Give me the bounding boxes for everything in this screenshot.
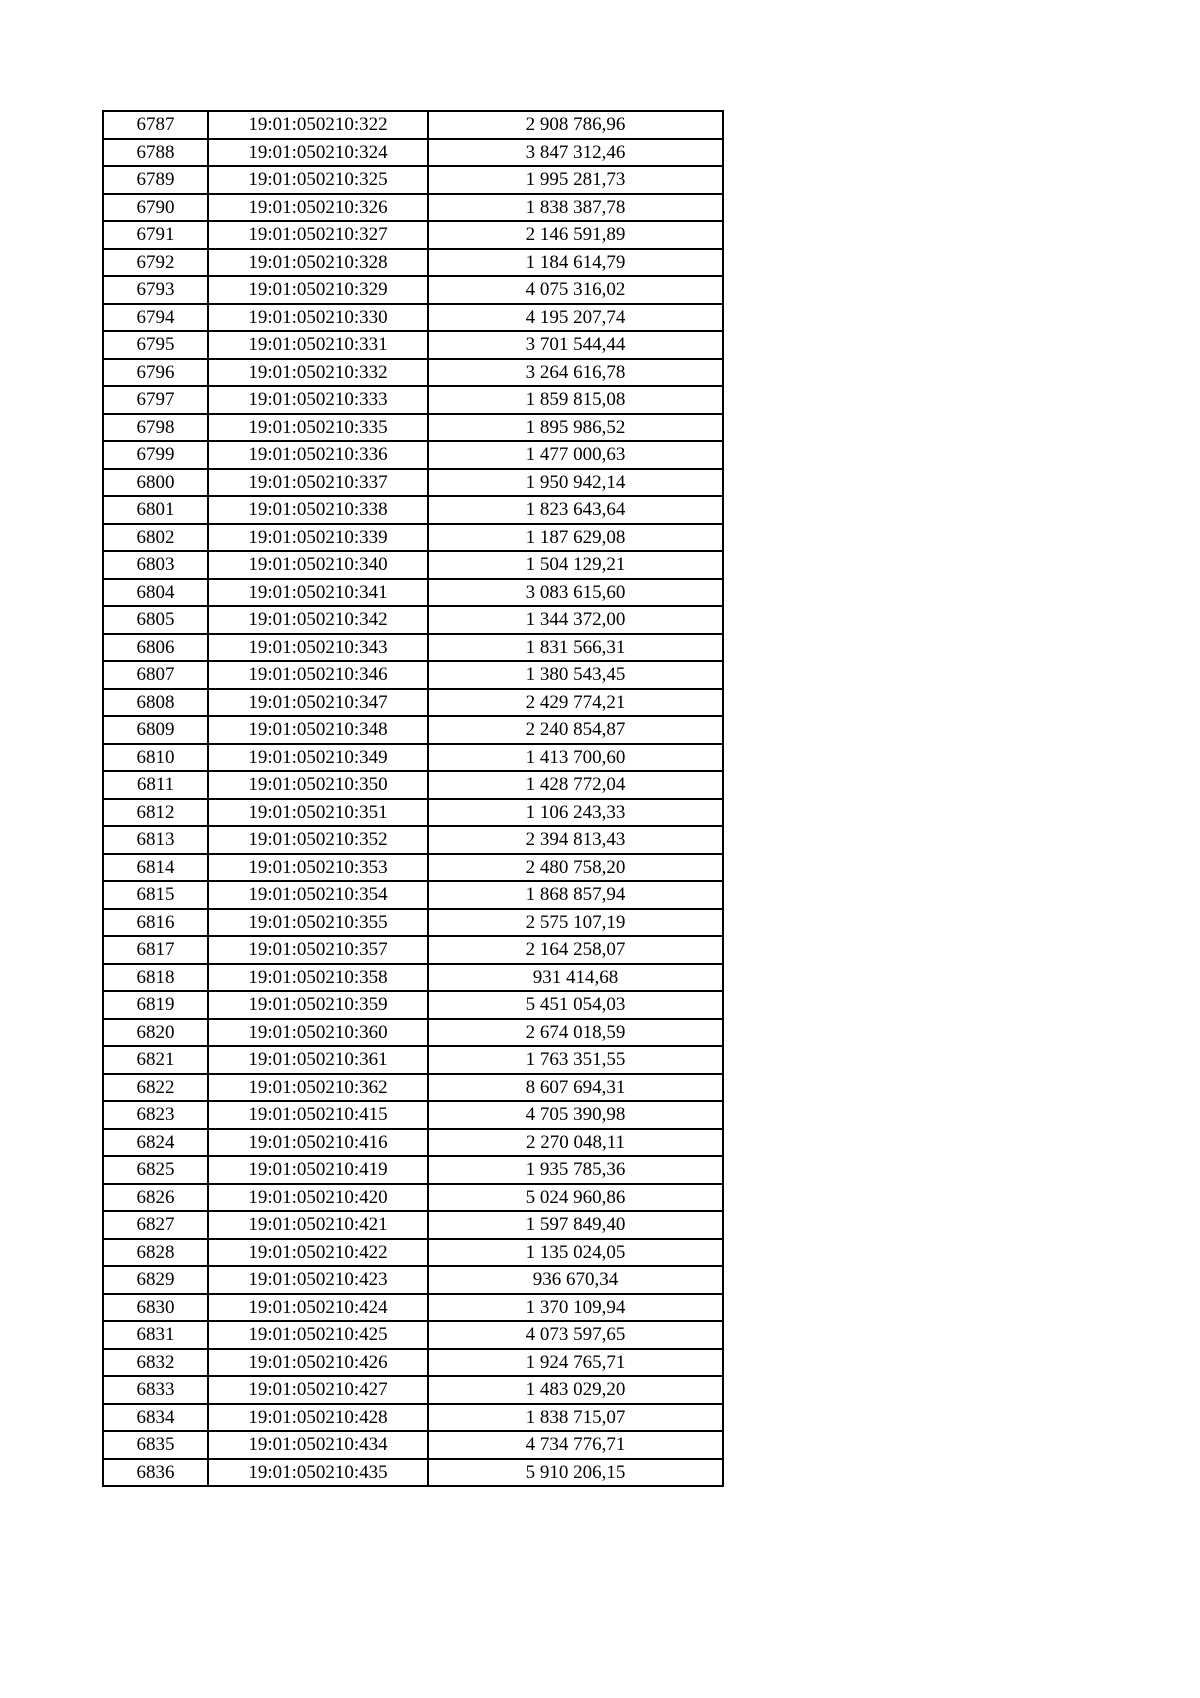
table-row: [103, 1211, 723, 1239]
value-cell: 1 477 000,63: [428, 441, 723, 469]
row-number-cell: 6814: [103, 854, 208, 882]
row-number-cell: 6825: [103, 1156, 208, 1184]
table-row: [103, 909, 723, 937]
table-row: [103, 1349, 723, 1377]
value-cell: 2 394 813,43: [428, 826, 723, 854]
cadastral-number-cell: 19:01:050210:336: [208, 441, 428, 469]
table-row: [103, 551, 723, 579]
table-row: [103, 359, 723, 387]
value-cell: 2 240 854,87: [428, 716, 723, 744]
value-cell: 936 670,34: [428, 1266, 723, 1294]
value-cell: 2 146 591,89: [428, 221, 723, 249]
value-cell: 1 868 857,94: [428, 881, 723, 909]
table-row: [103, 1184, 723, 1212]
value-cell: 2 480 758,20: [428, 854, 723, 882]
cadastral-number-cell: 19:01:050210:342: [208, 606, 428, 634]
value-cell: 1 935 785,36: [428, 1156, 723, 1184]
value-cell: 1 924 765,71: [428, 1349, 723, 1377]
row-number-cell: 6807: [103, 661, 208, 689]
row-number-cell: 6803: [103, 551, 208, 579]
value-cell: 4 073 597,65: [428, 1321, 723, 1349]
table-row: [103, 1266, 723, 1294]
table-row: [103, 1431, 723, 1459]
value-cell: 1 823 643,64: [428, 496, 723, 524]
table-row: [103, 276, 723, 304]
row-number-cell: 6787: [103, 111, 208, 139]
table-row: [103, 1294, 723, 1322]
row-number-cell: 6806: [103, 634, 208, 662]
row-number-cell: 6827: [103, 1211, 208, 1239]
value-cell: 3 083 615,60: [428, 579, 723, 607]
row-number-cell: 6818: [103, 964, 208, 992]
cadastral-number-cell: 19:01:050210:339: [208, 524, 428, 552]
value-cell: 4 075 316,02: [428, 276, 723, 304]
table-row: [103, 1404, 723, 1432]
value-cell: 1 831 566,31: [428, 634, 723, 662]
value-cell: 1 370 109,94: [428, 1294, 723, 1322]
value-cell: 1 106 243,33: [428, 799, 723, 827]
row-number-cell: 6808: [103, 689, 208, 717]
table-row: [103, 991, 723, 1019]
cadastral-number-cell: 19:01:050210:434: [208, 1431, 428, 1459]
value-cell: 1 838 387,78: [428, 194, 723, 222]
row-number-cell: 6796: [103, 359, 208, 387]
table-row: [103, 331, 723, 359]
value-cell: 2 429 774,21: [428, 689, 723, 717]
cadastral-number-cell: 19:01:050210:428: [208, 1404, 428, 1432]
value-cell: 5 024 960,86: [428, 1184, 723, 1212]
cadastral-number-cell: 19:01:050210:353: [208, 854, 428, 882]
cadastral-number-cell: 19:01:050210:358: [208, 964, 428, 992]
cadastral-number-cell: 19:01:050210:338: [208, 496, 428, 524]
row-number-cell: 6805: [103, 606, 208, 634]
table-row: [103, 854, 723, 882]
row-number-cell: 6834: [103, 1404, 208, 1432]
row-number-cell: 6789: [103, 166, 208, 194]
row-number-cell: 6832: [103, 1349, 208, 1377]
row-number-cell: 6831: [103, 1321, 208, 1349]
cadastral-number-cell: 19:01:050210:328: [208, 249, 428, 277]
row-number-cell: 6820: [103, 1019, 208, 1047]
table-row: [103, 661, 723, 689]
value-cell: 1 135 024,05: [428, 1239, 723, 1267]
row-number-cell: 6798: [103, 414, 208, 442]
table-row: [103, 579, 723, 607]
row-number-cell: 6804: [103, 579, 208, 607]
value-cell: 1 428 772,04: [428, 771, 723, 799]
row-number-cell: 6793: [103, 276, 208, 304]
value-cell: 1 380 543,45: [428, 661, 723, 689]
table-row: [103, 441, 723, 469]
value-cell: 1 597 849,40: [428, 1211, 723, 1239]
table-row: [103, 606, 723, 634]
value-cell: 1 344 372,00: [428, 606, 723, 634]
table-row: [103, 414, 723, 442]
table-row: [103, 744, 723, 772]
value-cell: 5 910 206,15: [428, 1459, 723, 1487]
table-row: [103, 1321, 723, 1349]
table-row: [103, 166, 723, 194]
row-number-cell: 6823: [103, 1101, 208, 1129]
row-number-cell: 6811: [103, 771, 208, 799]
value-cell: 5 451 054,03: [428, 991, 723, 1019]
table-row: [103, 799, 723, 827]
row-number-cell: 6812: [103, 799, 208, 827]
value-cell: 4 195 207,74: [428, 304, 723, 332]
cadastral-number-cell: 19:01:050210:331: [208, 331, 428, 359]
cadastral-number-cell: 19:01:050210:335: [208, 414, 428, 442]
table-row: [103, 304, 723, 332]
value-cell: 1 184 614,79: [428, 249, 723, 277]
cadastral-number-cell: 19:01:050210:416: [208, 1129, 428, 1157]
cadastral-number-cell: 19:01:050210:424: [208, 1294, 428, 1322]
row-number-cell: 6816: [103, 909, 208, 937]
row-number-cell: 6835: [103, 1431, 208, 1459]
row-number-cell: 6810: [103, 744, 208, 772]
row-number-cell: 6828: [103, 1239, 208, 1267]
table-row: [103, 826, 723, 854]
row-number-cell: 6801: [103, 496, 208, 524]
value-cell: 4 705 390,98: [428, 1101, 723, 1129]
cadastral-number-cell: 19:01:050210:337: [208, 469, 428, 497]
row-number-cell: 6826: [103, 1184, 208, 1212]
row-number-cell: 6821: [103, 1046, 208, 1074]
value-cell: 1 187 629,08: [428, 524, 723, 552]
table-row: [103, 469, 723, 497]
row-number-cell: 6802: [103, 524, 208, 552]
value-cell: 8 607 694,31: [428, 1074, 723, 1102]
table-row: [103, 1156, 723, 1184]
table-row: [103, 386, 723, 414]
cadastral-number-cell: 19:01:050210:347: [208, 689, 428, 717]
row-number-cell: 6794: [103, 304, 208, 332]
cadastral-number-cell: 19:01:050210:341: [208, 579, 428, 607]
cadastral-number-cell: 19:01:050210:435: [208, 1459, 428, 1487]
cadastral-number-cell: 19:01:050210:355: [208, 909, 428, 937]
row-number-cell: 6809: [103, 716, 208, 744]
value-cell: 2 908 786,96: [428, 111, 723, 139]
cadastral-number-cell: 19:01:050210:326: [208, 194, 428, 222]
table-row: [103, 689, 723, 717]
table-row: [103, 221, 723, 249]
table-row: [103, 1129, 723, 1157]
table-row: [103, 194, 723, 222]
cadastral-number-cell: 19:01:050210:340: [208, 551, 428, 579]
cadastral-number-cell: 19:01:050210:329: [208, 276, 428, 304]
cadastral-number-cell: 19:01:050210:425: [208, 1321, 428, 1349]
row-number-cell: 6815: [103, 881, 208, 909]
value-cell: 1 763 351,55: [428, 1046, 723, 1074]
table-row: [103, 496, 723, 524]
row-number-cell: 6824: [103, 1129, 208, 1157]
table-row: [103, 964, 723, 992]
cadastral-number-cell: 19:01:050210:343: [208, 634, 428, 662]
row-number-cell: 6830: [103, 1294, 208, 1322]
cadastral-number-cell: 19:01:050210:349: [208, 744, 428, 772]
cadastral-number-cell: 19:01:050210:422: [208, 1239, 428, 1267]
row-number-cell: 6792: [103, 249, 208, 277]
value-cell: 1 838 715,07: [428, 1404, 723, 1432]
table-row: [103, 1459, 723, 1487]
table-row: [103, 881, 723, 909]
table-row: [103, 936, 723, 964]
table-row: [103, 249, 723, 277]
cadastral-number-cell: 19:01:050210:333: [208, 386, 428, 414]
value-cell: 4 734 776,71: [428, 1431, 723, 1459]
table-row: [103, 716, 723, 744]
table-row: [103, 1074, 723, 1102]
cadastral-number-cell: 19:01:050210:322: [208, 111, 428, 139]
cadastral-number-cell: 19:01:050210:354: [208, 881, 428, 909]
cadastral-number-cell: 19:01:050210:325: [208, 166, 428, 194]
value-cell: 1 504 129,21: [428, 551, 723, 579]
value-cell: 1 413 700,60: [428, 744, 723, 772]
value-cell: 931 414,68: [428, 964, 723, 992]
cadastral-number-cell: 19:01:050210:419: [208, 1156, 428, 1184]
table-row: [103, 1376, 723, 1404]
row-number-cell: 6829: [103, 1266, 208, 1294]
value-cell: 2 164 258,07: [428, 936, 723, 964]
cadastral-number-cell: 19:01:050210:324: [208, 139, 428, 167]
cadastral-number-cell: 19:01:050210:361: [208, 1046, 428, 1074]
row-number-cell: 6799: [103, 441, 208, 469]
cadastral-number-cell: 19:01:050210:348: [208, 716, 428, 744]
row-number-cell: 6813: [103, 826, 208, 854]
cadastral-number-cell: 19:01:050210:352: [208, 826, 428, 854]
value-cell: 3 701 544,44: [428, 331, 723, 359]
value-cell: 2 674 018,59: [428, 1019, 723, 1047]
value-cell: 3 264 616,78: [428, 359, 723, 387]
cadastral-number-cell: 19:01:050210:415: [208, 1101, 428, 1129]
cadastral-number-cell: 19:01:050210:330: [208, 304, 428, 332]
cadastral-number-cell: 19:01:050210:423: [208, 1266, 428, 1294]
value-cell: 1 950 942,14: [428, 469, 723, 497]
cadastral-number-cell: 19:01:050210:359: [208, 991, 428, 1019]
row-number-cell: 6790: [103, 194, 208, 222]
value-cell: 1 995 281,73: [428, 166, 723, 194]
table-row: [103, 1239, 723, 1267]
row-number-cell: 6797: [103, 386, 208, 414]
cadastral-number-cell: 19:01:050210:351: [208, 799, 428, 827]
table-row: [103, 1046, 723, 1074]
value-cell: 1 859 815,08: [428, 386, 723, 414]
table-row: [103, 634, 723, 662]
row-number-cell: 6791: [103, 221, 208, 249]
table-row: [103, 111, 723, 139]
row-number-cell: 6833: [103, 1376, 208, 1404]
row-number-cell: 6788: [103, 139, 208, 167]
table-row: [103, 771, 723, 799]
cadastral-number-cell: 19:01:050210:420: [208, 1184, 428, 1212]
row-number-cell: 6819: [103, 991, 208, 1019]
value-cell: 2 270 048,11: [428, 1129, 723, 1157]
row-number-cell: 6836: [103, 1459, 208, 1487]
cadastral-number-cell: 19:01:050210:332: [208, 359, 428, 387]
table-row: [103, 1101, 723, 1129]
table-row: [103, 139, 723, 167]
table-row: [103, 1019, 723, 1047]
cadastral-number-cell: 19:01:050210:357: [208, 936, 428, 964]
cadastral-number-cell: 19:01:050210:346: [208, 661, 428, 689]
value-cell: 1 895 986,52: [428, 414, 723, 442]
row-number-cell: 6795: [103, 331, 208, 359]
row-number-cell: 6822: [103, 1074, 208, 1102]
records-table: [102, 110, 724, 1487]
cadastral-number-cell: 19:01:050210:362: [208, 1074, 428, 1102]
value-cell: 3 847 312,46: [428, 139, 723, 167]
value-cell: 2 575 107,19: [428, 909, 723, 937]
row-number-cell: 6817: [103, 936, 208, 964]
cadastral-number-cell: 19:01:050210:421: [208, 1211, 428, 1239]
row-number-cell: 6800: [103, 469, 208, 497]
value-cell: 1 483 029,20: [428, 1376, 723, 1404]
cadastral-number-cell: 19:01:050210:350: [208, 771, 428, 799]
table-row: [103, 524, 723, 552]
cadastral-number-cell: 19:01:050210:327: [208, 221, 428, 249]
records-table-body: [103, 111, 723, 1486]
cadastral-number-cell: 19:01:050210:426: [208, 1349, 428, 1377]
cadastral-number-cell: 19:01:050210:360: [208, 1019, 428, 1047]
cadastral-number-cell: 19:01:050210:427: [208, 1376, 428, 1404]
